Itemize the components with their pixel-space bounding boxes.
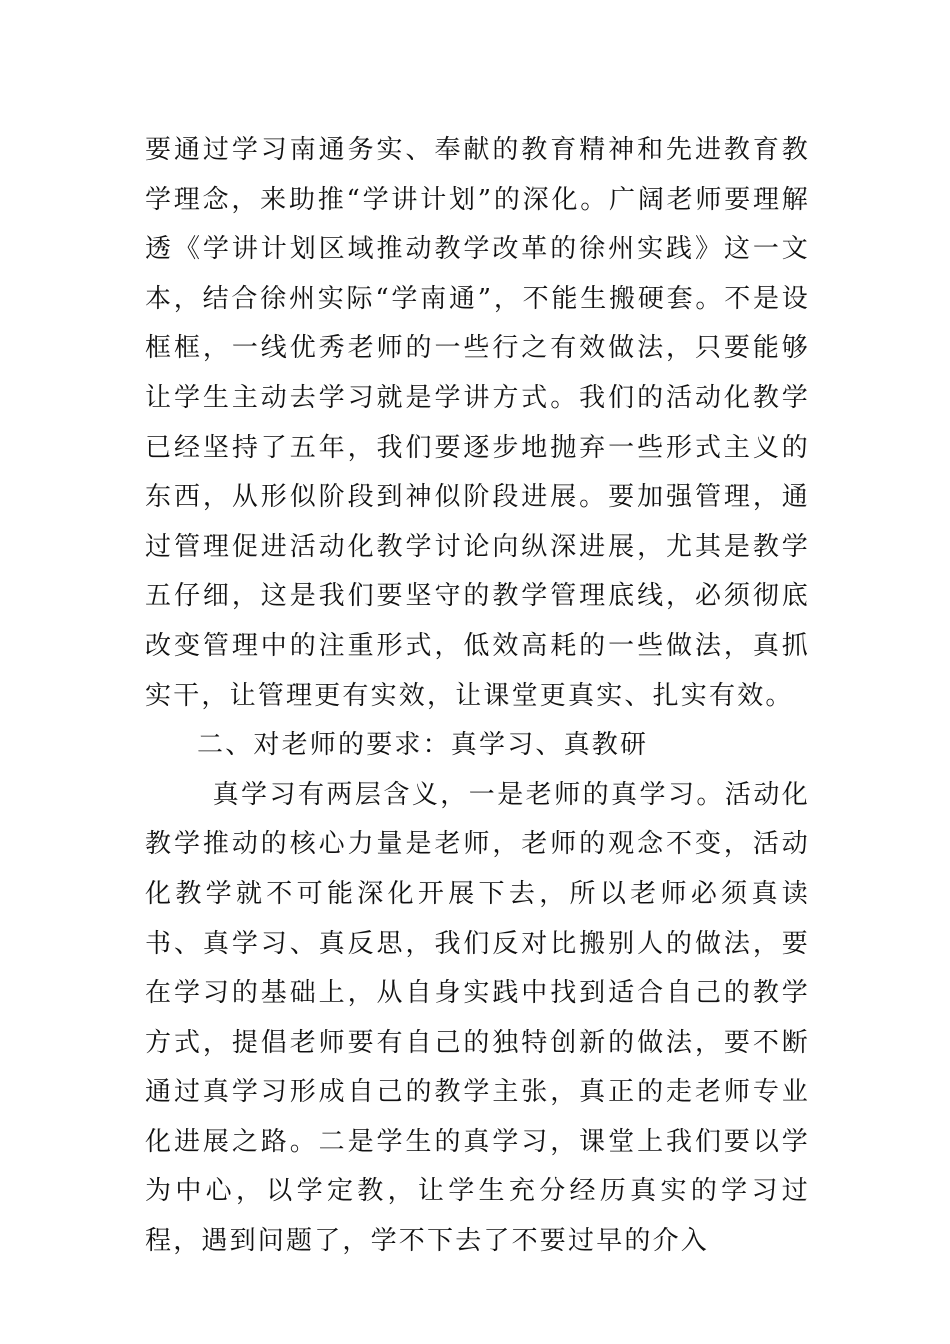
body-paragraph-1: 要通过学习南通务实、奉献的教育精神和先进教育教学理念，来助推“学讲计划”的深化。广阔老师要理解透《学讲计划区域推动教学改革的徐州实践》这一文本，结合徐州实际“学南通”，不能生搬硬套。不是设框框，一线优秀老师的一些行之有效做法，只要能够让学生主动去学习就是学讲方式。我们的活动化教学已经坚持了五年，我们要逐步地抛弃一些形式主义的东西，从形似阶段到神似阶段进展。要加强管理，通过管理促进活动化教学讨论向纵深进展，尤其是教学五仔细，这是我们要坚守的教学管理底线，必须彻底改变管理中的注重形式，低效高耗的一些做法，真抓实干，让管理更有实效，让课堂更真实、扎实有效。 <box>145 135 810 711</box>
section-heading: 二、对老师的要求：真学习、真教研 <box>197 730 649 761</box>
document-body <box>145 126 810 1267</box>
body-paragraph-2: 真学习有两层含义，一是老师的真学习。活动化教学推动的核心力量是老师，老师的观念不变，活动化教学就不可能深化开展下去，所以老师必须真读书、真学习、真反思，我们反对比搬别人的做法，要在学习的基础上，从自身实践中找到适合自己的教学方式，提倡老师要有自己的独特创新的做法，要不断通过真学习形成自己的教学主张，真正的走老师专业化进展之路。二是学生的真学习，课堂上我们要以学为中心，以学定教，让学生充分经历真实的学习过程，遇到问题了，学不下去了不要过早的介入 <box>145 779 810 1257</box>
